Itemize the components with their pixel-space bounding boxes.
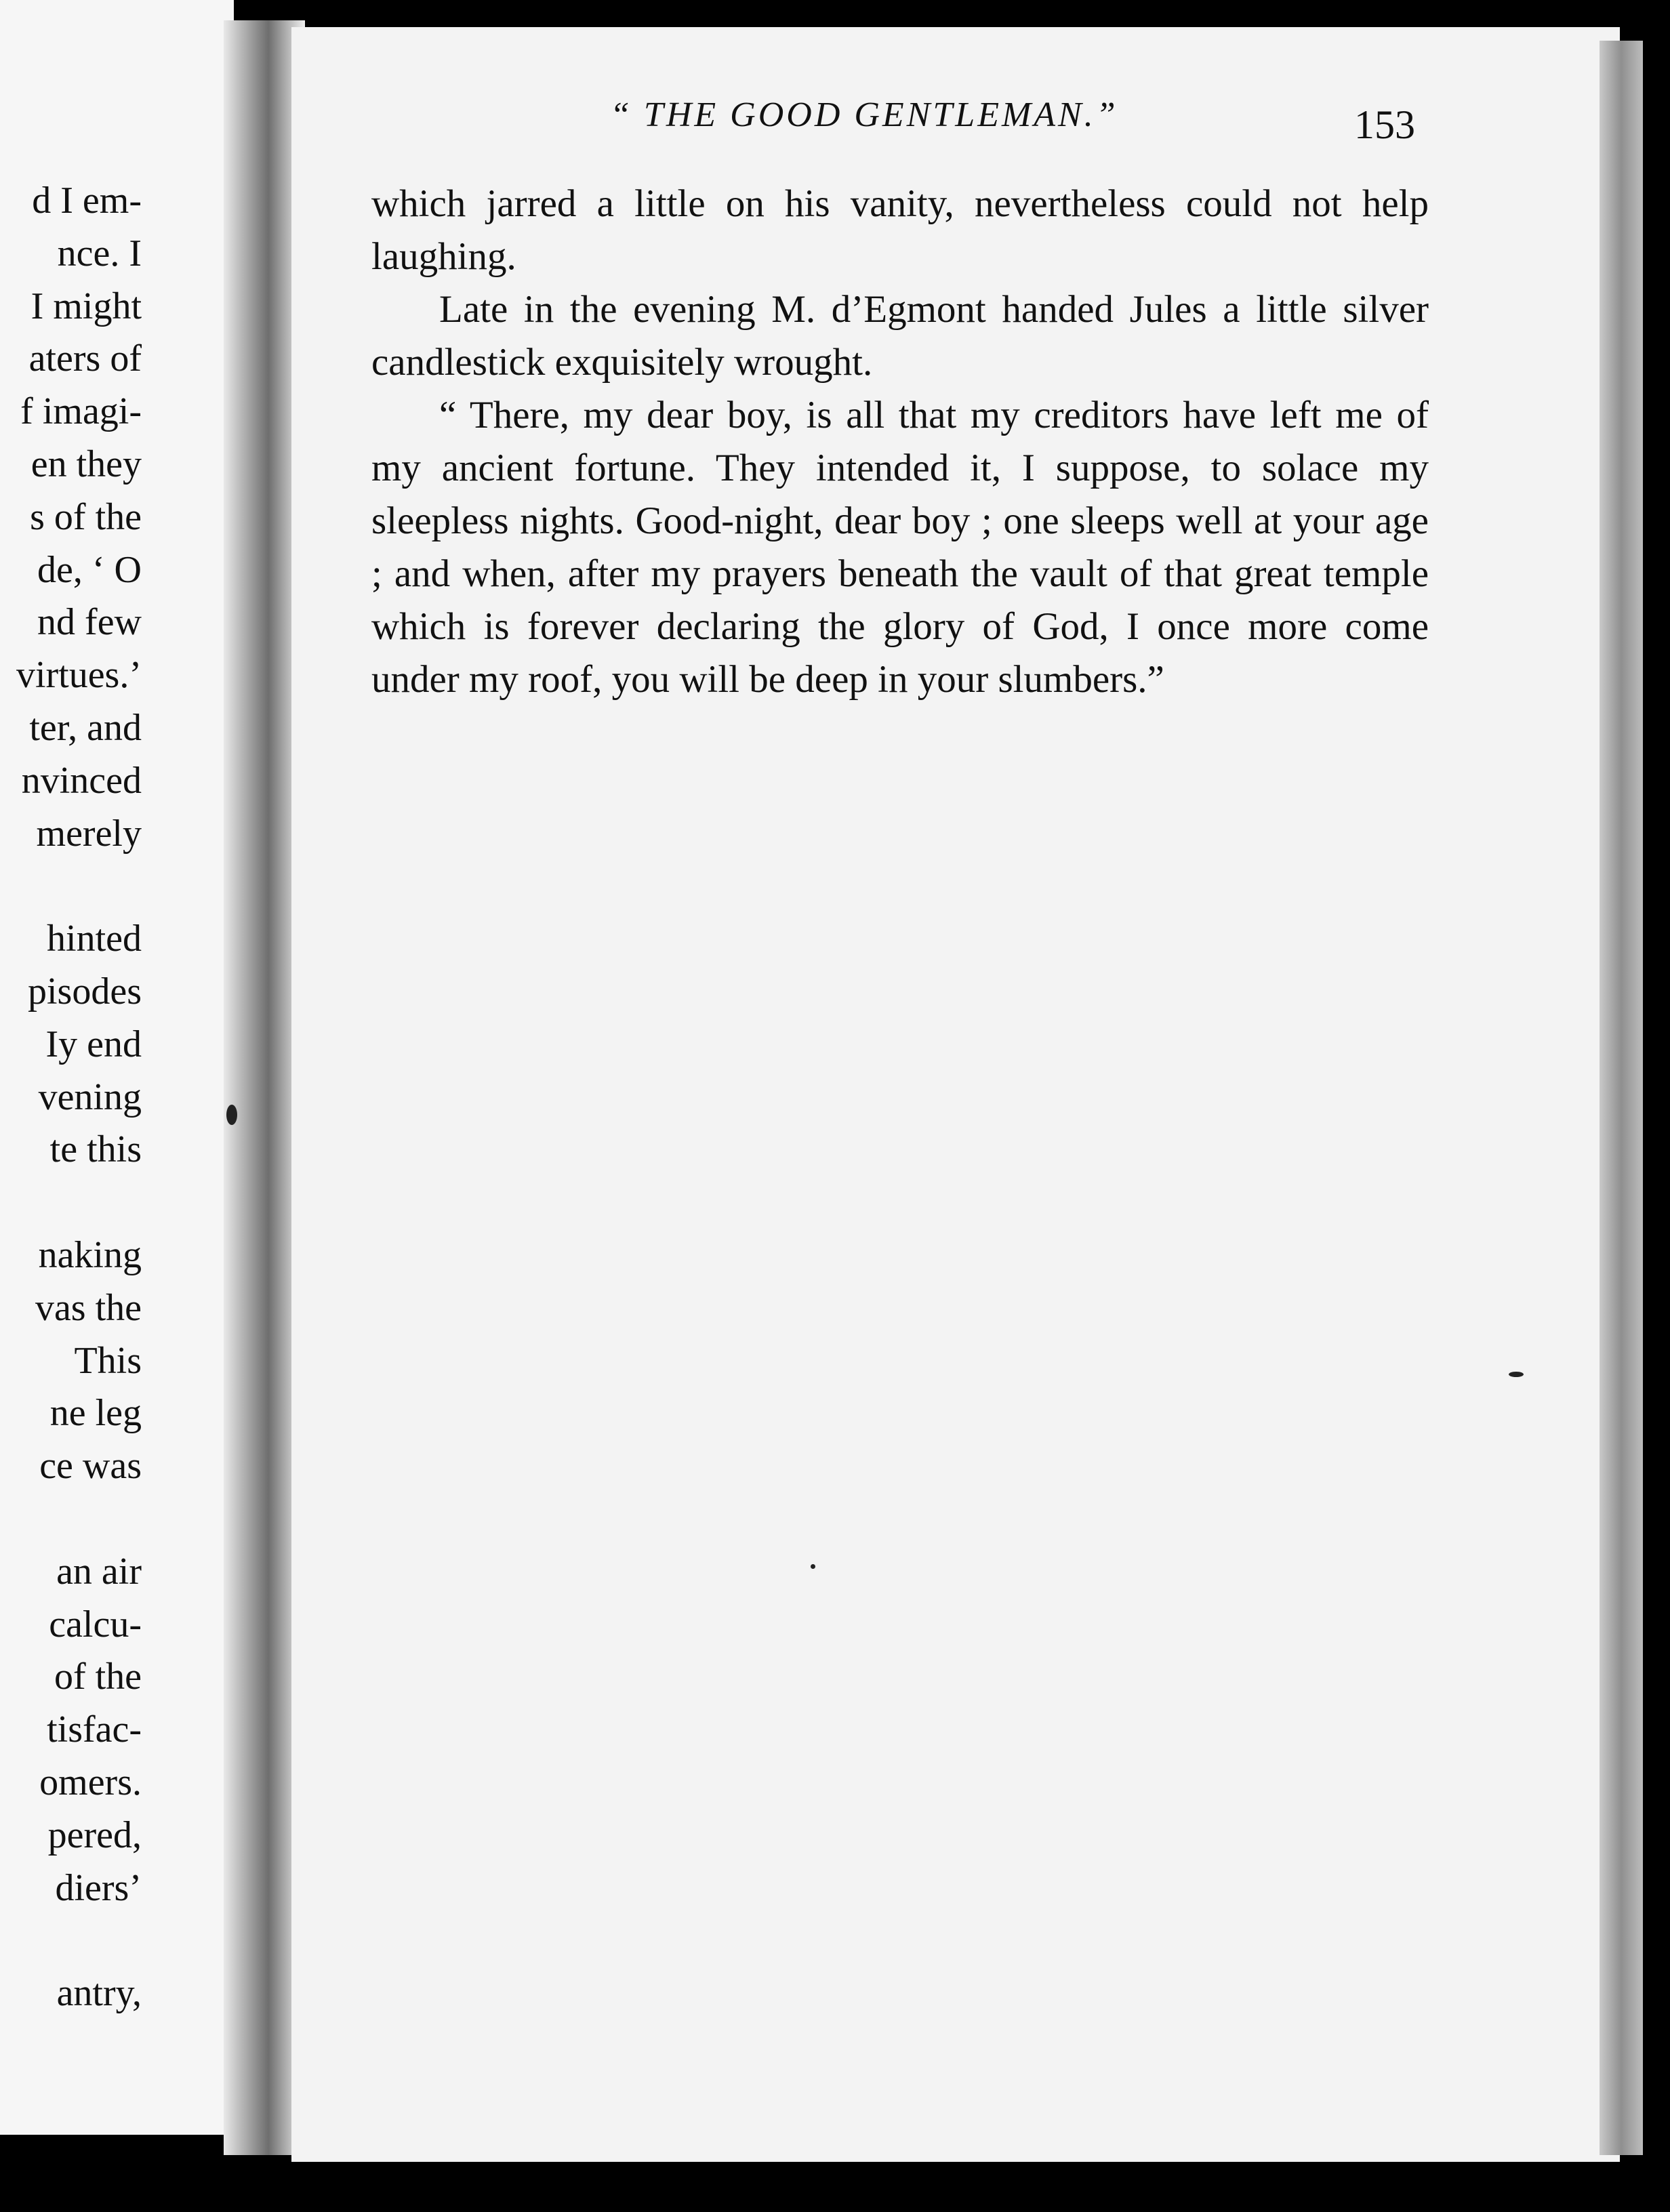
print-speck (1509, 1372, 1524, 1377)
left-page-line: diers’ (55, 1866, 142, 1909)
paragraph: Late in the evening M. d’Egmont handed Jules a little silver candlestick exquisitely wrought. (371, 288, 1429, 384)
left-page-line: d I em- (32, 180, 142, 222)
left-page-line: aters of (28, 337, 142, 380)
left-page-line: en they (30, 443, 142, 485)
left-page-line: I might (30, 285, 142, 327)
paragraph: “ There, my dear boy, is all that my creditors have left me of my ancient fortune. They intended it, I suppose, to solace my sleepless nights. Good-night, dear boy ; one sleeps well at your age ; and when, after my prayers beneath the vault of that great temple which is forever declaring the glory of God, I once more come under my roof, you will be deep in your slumbers.” (371, 394, 1429, 701)
body-text (371, 178, 1429, 706)
left-page-line: pisodes (28, 970, 142, 1012)
left-page-line: vas the (35, 1286, 142, 1329)
left-page-line: omers. (39, 1761, 142, 1803)
left-page-line: de, ‘ O (37, 548, 142, 591)
paragraph: which jarred a little on his vanity, nevertheless could not help laughing. (371, 182, 1429, 278)
left-page-line: naking (38, 1234, 142, 1276)
running-head: “ THE GOOD GENTLEMAN.” (610, 96, 1118, 134)
left-page-line: virtues.’ (16, 654, 142, 697)
left-page-line: ce was (39, 1445, 142, 1488)
left-page-line: of the (54, 1656, 142, 1698)
left-page-line: merely (36, 812, 142, 855)
left-page-line: tisfac- (47, 1708, 142, 1751)
left-page-line: nce. I (57, 232, 142, 274)
left-page-line: antry, (56, 1972, 142, 2015)
left-page-line: pered, (47, 1814, 142, 1856)
print-speck (811, 1564, 815, 1569)
left-page-line: ne leg (49, 1392, 142, 1435)
left-page-line: s of the (30, 495, 142, 538)
left-page-line: nd few (37, 601, 142, 644)
left-page-line: vening (38, 1076, 142, 1118)
left-page-line: an air (56, 1550, 142, 1593)
print-speck (226, 1105, 237, 1125)
left-page-line: hinted (47, 918, 142, 960)
left-page-line: nvinced (21, 759, 142, 802)
left-page-line: Iy end (45, 1023, 142, 1065)
left-facing-page (0, 0, 234, 2135)
left-page-line: te this (49, 1128, 142, 1171)
left-page-line: f imagi- (20, 390, 142, 433)
left-page-line: ter, and (29, 707, 142, 749)
left-page-line: calcu- (49, 1603, 142, 1645)
left-page-line: This (74, 1339, 142, 1382)
page-edge (1600, 41, 1643, 2155)
page-number: 153 (1354, 102, 1415, 147)
